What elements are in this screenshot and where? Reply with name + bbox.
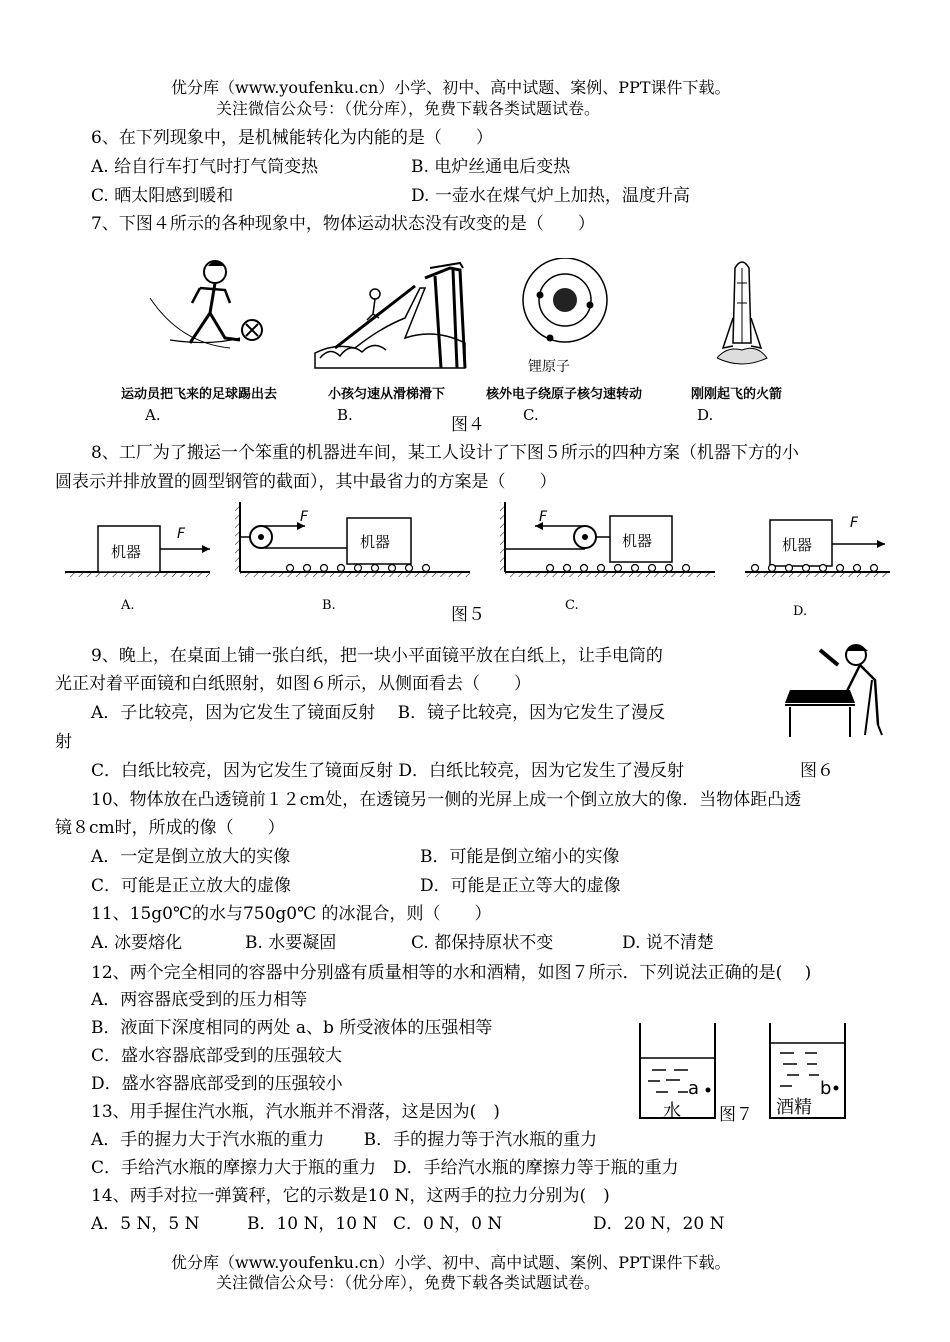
q9-line-3: A．子比较亮，因为它发生了镜面反射 B．镜子比较亮，因为它发生了漫反 — [91, 703, 666, 723]
machine-label-c: 机器 — [622, 532, 653, 550]
q6-option-c: C. 晒太阳感到暖和 — [91, 186, 234, 206]
figure-6-label: 图６ — [800, 761, 834, 781]
q12-stem: 12、两个完全相同的容器中分别盛有质量相等的水和酒精，如图７所示．下列说法正确的是( ) — [91, 963, 812, 983]
q7-caption-d: 刚刚起飞的火箭 — [691, 387, 783, 402]
q8-line-1: 8、工厂为了搬运一个笨重的机器进车间，某工人设计了下图５所示的四种方案（机器下方的小 — [91, 443, 799, 463]
q14-option-d: D．20 N，20 N — [593, 1214, 725, 1234]
q9-line-4: 射 — [55, 732, 72, 752]
point-a-label: a — [688, 1078, 700, 1099]
q7-stem: 7、下图４所示的各种现象中，物体运动状态没有改变的是（ ） — [91, 214, 595, 234]
footer-line-2: 关注微信公众号：（优分库），免费下载各类试题试卷。 — [216, 1273, 601, 1292]
footer-line-1: 优分库（www.youfenku.cn）小学、初中、高中试题、案例、PPT课件下载。 — [171, 1253, 731, 1272]
q14-option-a: A．5 N，5 N — [91, 1214, 200, 1234]
figure-4-label: 图４ — [451, 415, 485, 435]
q7-label-a: A. — [145, 406, 161, 424]
force-label-a: F — [177, 526, 186, 542]
q11-option-b: B. 水要凝固 — [245, 933, 337, 953]
q7-caption-b: 小孩匀速从滑梯滑下 — [328, 387, 446, 402]
q9-line-5: C．白纸比较亮，因为它发生了镜面反射 D．白纸比较亮，因为它发生了漫反射 — [91, 761, 685, 781]
football-player-figure — [150, 261, 262, 348]
q11-option-d: D. 说不清楚 — [622, 933, 714, 953]
q8-label-b: B. — [322, 598, 336, 613]
q13-options-cd: C．手给汽水瓶的摩擦力大于瓶的重力 D．手给汽水瓶的摩擦力等于瓶的重力 — [91, 1158, 679, 1178]
q10-line-2: 镜８cm时，所成的像（ ） — [55, 818, 285, 838]
scheme-c — [500, 502, 715, 577]
scheme-b — [235, 502, 470, 577]
alcohol-label: 酒精 — [776, 1097, 812, 1118]
q8-label-a: A. — [121, 598, 135, 613]
machine-label-d: 机器 — [782, 536, 813, 554]
q7-caption-c: 核外电子绕原子核匀速转动 — [486, 387, 643, 402]
q7-caption-a: 运动员把飞来的足球踢出去 — [121, 387, 278, 402]
q13-options-ab: A．手的握力大于汽水瓶的重力 B．手的握力等于汽水瓶的重力 — [91, 1130, 598, 1150]
q14-option-c: C．0 N，0 N — [393, 1214, 503, 1234]
q7-label-d: D. — [697, 406, 714, 424]
q12-option-c: C．盛水容器底部受到的压强较大 — [91, 1046, 343, 1066]
q10-option-b: B．可能是倒立缩小的实像 — [420, 847, 620, 867]
figure-6-flashlight — [780, 635, 890, 745]
q10-option-c: C．可能是正立放大的虚像 — [91, 876, 292, 896]
q11-option-a: A. 冰要熔化 — [91, 933, 183, 953]
q6-option-d: D. 一壶水在煤气炉上加热，温度升高 — [411, 186, 690, 206]
q8-label-c: C. — [565, 598, 579, 613]
q10-line-1: 10、物体放在凸透镜前１２cm处，在透镜另一侧的光屏上成一个倒立放大的像．当物体距凸透 — [91, 790, 802, 810]
q6-stem: 6、在下列现象中，是机械能转化为内能的是（ ） — [91, 128, 493, 148]
slide-figure — [315, 263, 465, 368]
water-label: 水 — [663, 1101, 681, 1122]
lithium-atom-figure — [523, 258, 607, 342]
q10-option-a: A．一定是倒立放大的实像 — [91, 847, 291, 867]
q14-stem: 14、两手对拉一弹簧秤，它的示数是10 N，这两手的拉力分别为( ) — [91, 1186, 610, 1206]
force-label-c: F — [539, 509, 548, 525]
figure-7-label: 图７ — [719, 1105, 753, 1125]
figure-5-diagrams — [60, 502, 890, 592]
force-label-d: F — [850, 515, 859, 531]
q12-option-b: B．液面下深度相同的两处 a、b 所受液体的压强相等 — [91, 1018, 493, 1038]
q13-stem: 13、用手握住汽水瓶，汽水瓶并不滑落，这是因为( ) — [91, 1102, 500, 1122]
atom-label: 锂原子 — [528, 359, 570, 375]
q9-line-1: 9、晚上，在桌面上铺一张白纸，把一块小平面镜平放在白纸上，让手电筒的 — [91, 646, 663, 666]
q12-option-d: D．盛水容器底部受到的压强较小 — [91, 1074, 343, 1094]
q10-option-d: D．可能是正立等大的虚像 — [420, 876, 621, 896]
q11-stem: 11、15g0℃的水与750g0℃ 的冰混合，则（ ） — [91, 904, 492, 924]
q14-option-b: B．10 N，10 N — [247, 1214, 378, 1234]
q12-option-a: A．两容器底受到的压力相等 — [91, 990, 308, 1010]
header-line-2: 关注微信公众号：（优分库），免费下载各类试题试卷。 — [216, 99, 601, 118]
q7-label-b: B. — [337, 406, 353, 424]
q7-label-c: C. — [523, 406, 539, 424]
figure-4-illustrations — [130, 258, 810, 376]
figure-5-label: 图５ — [451, 605, 485, 625]
machine-label-b: 机器 — [360, 533, 391, 551]
machine-label-a: 机器 — [111, 543, 142, 561]
force-label-b: F — [300, 509, 309, 525]
point-b-label: b — [820, 1078, 832, 1099]
q11-option-c: C. 都保持原状不变 — [411, 933, 554, 953]
q8-label-d: D. — [793, 604, 808, 619]
rocket-figure — [717, 262, 767, 364]
q8-line-2: 圆表示并排放置的圆型钢管的截面），其中最省力的方案是（ ） — [55, 472, 557, 492]
q6-option-a: A. 给自行车打气时打气筒变热 — [91, 157, 319, 177]
q6-option-b: B. 电炉丝通电后变热 — [411, 157, 571, 177]
q9-line-2: 光正对着平面镜和白纸照射，如图６所示，从侧面看去（ ） — [55, 674, 531, 694]
header-line-1: 优分库（www.youfenku.cn）小学、初中、高中试题、案例、PPT课件下载。 — [171, 78, 731, 97]
scheme-d — [745, 520, 890, 577]
